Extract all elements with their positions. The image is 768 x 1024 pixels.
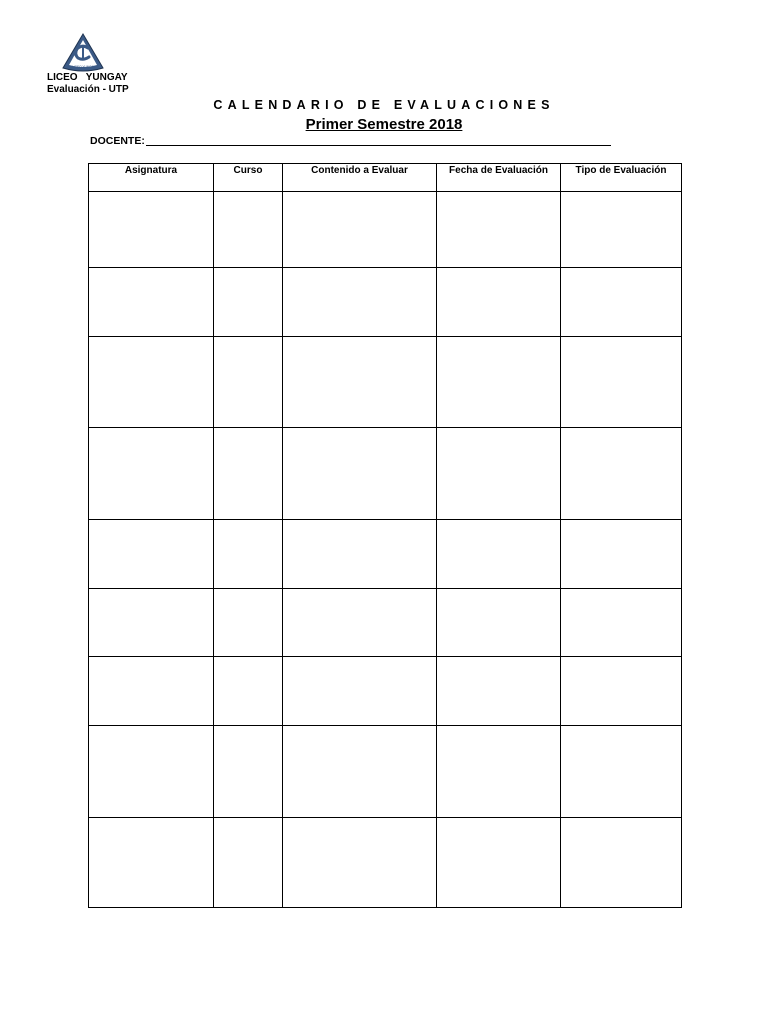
table-cell[interactable] (283, 192, 437, 268)
table-cell[interactable] (283, 818, 437, 908)
table-cell[interactable] (561, 726, 682, 818)
table-cell[interactable] (561, 818, 682, 908)
table-cell[interactable] (214, 337, 283, 428)
table-cell[interactable] (214, 192, 283, 268)
teacher-input-line[interactable] (146, 134, 611, 146)
table-cell[interactable] (437, 428, 561, 520)
table-cell[interactable] (89, 428, 214, 520)
table-row (89, 268, 682, 337)
svg-text:LICEO YUNGAY: LICEO YUNGAY (72, 65, 96, 69)
table-cell[interactable] (89, 268, 214, 337)
table-cell[interactable] (89, 589, 214, 657)
table-cell[interactable] (89, 520, 214, 589)
teacher-field (90, 134, 611, 148)
column-header-asignatura: Asignatura (89, 164, 214, 192)
table-cell[interactable] (89, 818, 214, 908)
table-cell[interactable] (283, 268, 437, 337)
column-header-fecha: Fecha de Evaluación (437, 164, 561, 192)
table-cell[interactable] (437, 268, 561, 337)
table-cell[interactable] (561, 428, 682, 520)
table-cell[interactable] (437, 726, 561, 818)
table-cell[interactable] (561, 589, 682, 657)
teacher-label: DOCENTE: (90, 135, 145, 147)
school-logo-icon (62, 33, 104, 73)
school-name: LICEO YUNGAY (47, 72, 128, 83)
page-title: CALENDARIO DE EVALUACIONES (213, 98, 555, 112)
evaluation-calendar-table (88, 163, 682, 908)
table-row (89, 520, 682, 589)
page-subtitle: Primer Semestre 2018 (305, 116, 463, 133)
table-cell[interactable] (437, 589, 561, 657)
table-cell[interactable] (89, 657, 214, 726)
table-cell[interactable] (437, 520, 561, 589)
table-cell[interactable] (283, 657, 437, 726)
table-row (89, 657, 682, 726)
table-cell[interactable] (561, 520, 682, 589)
table-cell[interactable] (561, 192, 682, 268)
table-cell[interactable] (283, 428, 437, 520)
column-header-contenido: Contenido a Evaluar (283, 164, 437, 192)
table-row (89, 192, 682, 268)
table-cell[interactable] (283, 589, 437, 657)
table-cell[interactable] (214, 589, 283, 657)
table-cell[interactable] (89, 192, 214, 268)
table-cell[interactable] (214, 520, 283, 589)
table-row (89, 589, 682, 657)
table-cell[interactable] (437, 337, 561, 428)
table-cell[interactable] (214, 657, 283, 726)
table-cell[interactable] (214, 818, 283, 908)
table-cell[interactable] (214, 268, 283, 337)
column-header-curso: Curso (214, 164, 283, 192)
table-row (89, 428, 682, 520)
table-cell[interactable] (214, 726, 283, 818)
table-cell[interactable] (437, 657, 561, 726)
table-cell[interactable] (283, 520, 437, 589)
table-row (89, 818, 682, 908)
column-header-tipo: Tipo de Evaluación (561, 164, 682, 192)
table-cell[interactable] (561, 337, 682, 428)
table-cell[interactable] (89, 337, 214, 428)
table-cell[interactable] (561, 268, 682, 337)
table-cell[interactable] (283, 337, 437, 428)
school-department: Evaluación - UTP (47, 84, 129, 95)
table-cell[interactable] (437, 192, 561, 268)
table-row (89, 337, 682, 428)
table-cell[interactable] (89, 726, 214, 818)
table-header-row (89, 164, 682, 192)
table-cell[interactable] (437, 818, 561, 908)
table-row (89, 726, 682, 818)
school-logo (62, 33, 104, 73)
table-cell[interactable] (561, 657, 682, 726)
table-cell[interactable] (283, 726, 437, 818)
table-cell[interactable] (214, 428, 283, 520)
